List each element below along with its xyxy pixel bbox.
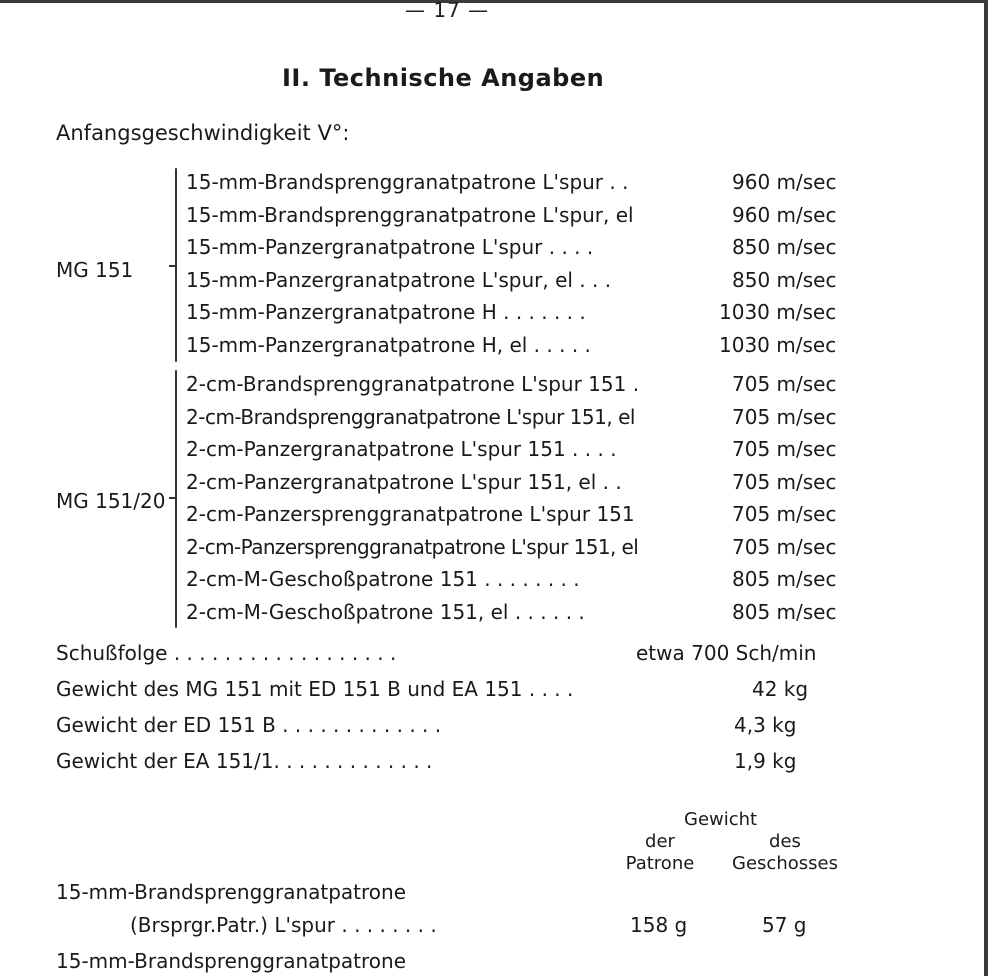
list-item: 15-mm-Panzergranatpatrone H . . . . . . . 1030 m/sec	[186, 300, 837, 324]
group-mg151-list	[186, 166, 846, 366]
table-cell-geschoss: 57 g	[762, 913, 807, 937]
spec-row: Gewicht der EA 151/1. . . . . . . . . . . . . 1,9 kg	[56, 749, 797, 773]
list-item: 2-cm-Panzergranatpatrone L'spur 151, el . . 705 m/sec	[186, 469, 837, 494]
group-label-mg151-20: MG 151/20	[56, 489, 166, 513]
list-item: 2-cm-Brandsprenggranatpatrone L'spur 151 . 705 m/sec	[186, 372, 837, 396]
list-item: 2-cm-Panzersprenggranatpatrone L'spur 151, el 705 m/sec	[186, 534, 837, 559]
spec-row: Gewicht der ED 151 B . . . . . . . . . . . . . 4,3 kg	[56, 713, 797, 737]
brace-mg151-20	[175, 370, 177, 628]
spec-row: Gewicht des MG 151 mit ED 151 B und EA 151 . . . . 42 kg	[56, 677, 809, 701]
section-subtitle: Anfangsgeschwindigkeit V°:	[56, 121, 350, 145]
col-header-geschoss: des Geschosses	[732, 831, 838, 874]
list-item: 2-cm-M-Geschoßpatrone 151, el . . . . . . 805 m/sec	[186, 599, 837, 624]
brace-mg151	[175, 168, 177, 362]
weight-header: Gewicht	[684, 809, 758, 830]
brace-tip-mg151-20	[169, 497, 175, 499]
list-item: 15-mm-Panzergranatpatrone L'spur, el . . . 850 m/sec	[186, 267, 837, 292]
list-item: 2-cm-Brandsprenggranatpatrone L'spur 151, el 705 m/sec	[186, 404, 837, 429]
page-number: — 17 —	[405, 0, 490, 22]
list-item: 15-mm-Brandsprenggranatpatrone L'spur, el 960 m/sec	[186, 202, 837, 227]
list-item: 15-mm-Brandsprenggranatpatrone L'spur . . 960 m/sec	[186, 170, 837, 194]
table-row-sublabel: (Brsprgr.Patr.) L'spur . . . . . . . .	[130, 913, 437, 937]
col-header-patrone: der Patrone	[625, 831, 695, 874]
list-item: 2-cm-M-Geschoßpatrone 151 . . . . . . . . 805 m/sec	[186, 567, 837, 591]
group-label-mg151: MG 151	[56, 258, 134, 282]
table-row-label: 15-mm-Brandsprenggranatpatrone	[56, 949, 407, 973]
list-item: 15-mm-Panzergranatpatrone L'spur . . . . 850 m/sec	[186, 235, 837, 259]
brace-tip-mg151	[169, 265, 175, 267]
list-item: 15-mm-Panzergranatpatrone H, el . . . . . 1030 m/sec	[186, 332, 837, 357]
table-row-label: 15-mm-Brandsprenggranatpatrone	[56, 880, 407, 904]
group-mg151-20-list	[186, 368, 846, 632]
specs-list	[56, 637, 846, 777]
page-title: II. Technische Angaben	[282, 64, 605, 92]
spec-row: Schußfolge . . . . . . . . . . . . . . . . . . etwa 700 Sch/min	[56, 641, 817, 665]
table-cell-patrone: 158 g	[630, 913, 688, 937]
list-item: 2-cm-Panzergranatpatrone L'spur 151 . . . . 705 m/sec	[186, 437, 837, 461]
list-item: 2-cm-Panzersprenggranatpatrone L'spur 151 705 m/sec	[186, 502, 837, 526]
